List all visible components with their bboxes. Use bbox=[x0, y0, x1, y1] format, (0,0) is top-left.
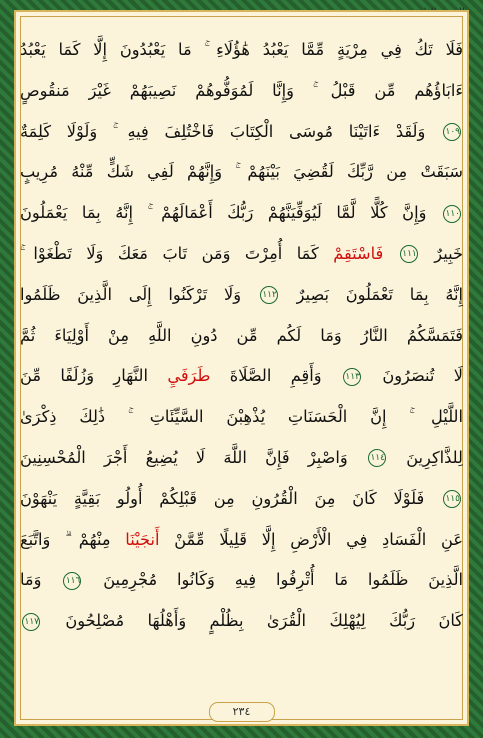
line-text: كَمَا أُمِرْتَ وَمَن تَابَ مَعَكَ وَلَا تَطْغَوْا ۚ bbox=[20, 243, 319, 263]
text-line bbox=[18, 479, 465, 520]
text-line bbox=[18, 316, 465, 357]
line-text: لَا تُنصَرُونَ bbox=[382, 366, 463, 386]
line-text: وَأَقِمِ الصَّلَاةَ bbox=[229, 366, 322, 386]
ayah-marker: ١١٢ bbox=[260, 286, 278, 304]
ayah-marker: ١١٦ bbox=[63, 572, 81, 590]
highlighted-word: أَنجَيْنَا bbox=[125, 529, 160, 549]
highlighted-word: فَاسْتَقِمْ bbox=[333, 243, 384, 263]
text-line bbox=[18, 71, 465, 112]
line-text: الَّذِينَ ظَلَمُوا مَا أُتْرِفُوا فِيهِ وَكَانُوا مُجْرِمِينَ bbox=[103, 570, 463, 590]
ayah-marker: ١١٧ bbox=[22, 613, 40, 631]
text-line bbox=[18, 193, 465, 234]
line-text: وَمَا bbox=[20, 570, 42, 590]
line-text: وَاصْبِرْ فَإِنَّ اللَّهَ لَا يُضِيعُ أَجْرَ الْمُحْسِنِينَ bbox=[20, 447, 348, 467]
text-line bbox=[18, 397, 465, 438]
text-line bbox=[18, 152, 465, 193]
line-text: فَتَمَسَّكُمُ النَّارُ وَمَا لَكُم مِّن دُونِ اللَّهِ مِنْ أَوْلِيَاءَ ثُمَّ bbox=[20, 325, 463, 345]
line-text: سَبَقَتْ مِن رَّبِّكَ لَقُضِيَ بَيْنَهُمْ ۚ وَإِنَّهُمْ لَفِي شَكٍّ مِّنْهُ مُرِيبٍ bbox=[20, 162, 463, 182]
line-text: خَبِيرٌ bbox=[434, 243, 463, 263]
line-text: اللَّيْلِ ۚ إِنَّ الْحَسَنَاتِ يُذْهِبْنَ السَّيِّئَاتِ ۚ ذَٰلِكَ ذِكْرَىٰ bbox=[20, 407, 463, 427]
line-text: وَلَقَدْ ءَاتَيْنَا مُوسَى الْكِتَابَ فَاخْتُلِفَ فِيهِ ۚ وَلَوْلَا كَلِمَةٌ bbox=[20, 121, 426, 141]
text-line bbox=[18, 356, 465, 397]
text-line bbox=[18, 234, 465, 275]
text-line bbox=[18, 560, 465, 601]
line-text: ءَابَاؤُهُم مِّن قَبْلُ ۚ وَإِنَّا لَمُوَفُّوهُمْ نَصِيبَهُمْ غَيْرَ مَنقُوصٍ bbox=[20, 80, 463, 100]
line-text: كَانَ رَبُّكَ لِيُهْلِكَ الْقُرَىٰ بِظُلْمٍ وَأَهْلُهَا مُصْلِحُونَ bbox=[65, 611, 463, 631]
ayah-marker: ١١٠ bbox=[443, 205, 461, 223]
line-text: فَلَوْلَا كَانَ مِنَ الْقُرُونِ مِن قَبْلِكُمْ أُولُو بَقِيَّةٍ يَنْهَوْنَ bbox=[20, 488, 425, 508]
text-line bbox=[18, 275, 465, 316]
quran-text bbox=[18, 30, 465, 706]
page-number: ٢٣٤ bbox=[209, 702, 275, 722]
line-text: فَلَا تَكُ فِي مِرْيَةٍ مِّمَّا يَعْبُدُ هَٰؤُلَاءِ ۚ مَا يَعْبُدُونَ إِلَّا كَمَا يَعْبُدُ bbox=[20, 40, 463, 59]
text-line bbox=[18, 30, 465, 71]
highlighted-word: طَرَفَيِ bbox=[167, 366, 211, 386]
ayah-marker: ١١٣ bbox=[343, 368, 361, 386]
line-text: لِلذَّاكِرِينَ bbox=[406, 447, 463, 467]
line-text: النَّهَارِ وَزُلَفًا مِّنَ bbox=[20, 366, 148, 386]
ayah-marker: ١٠٩ bbox=[443, 123, 461, 141]
line-text: مِنْهُمْ ۗ وَاتَّبَعَ bbox=[20, 529, 111, 549]
line-text: إِنَّهُ بِمَا تَعْمَلُونَ بَصِيرٌ bbox=[296, 284, 464, 304]
line-text: وَإِنَّ كُلًّا لَّمَّا لَيُوَفِّيَنَّهُمْ رَبُّكَ أَعْمَالَهُمْ ۚ إِنَّهُ بِمَا يَعْمَلُونَ bbox=[20, 203, 427, 223]
ayah-marker: ١١١ bbox=[400, 245, 418, 263]
text-line bbox=[18, 520, 465, 561]
ayah-marker: ١١٤ bbox=[368, 449, 386, 467]
text-line bbox=[18, 112, 465, 153]
ayah-marker: ١١٥ bbox=[443, 490, 461, 508]
text-line bbox=[18, 438, 465, 479]
text-line bbox=[18, 601, 465, 642]
line-text: عَنِ الْفَسَادِ فِي الْأَرْضِ إِلَّا قَلِيلًا مِّمَّنْ bbox=[174, 529, 463, 549]
line-text: وَلَا تَرْكَنُوا إِلَى الَّذِينَ ظَلَمُوا bbox=[20, 284, 242, 304]
